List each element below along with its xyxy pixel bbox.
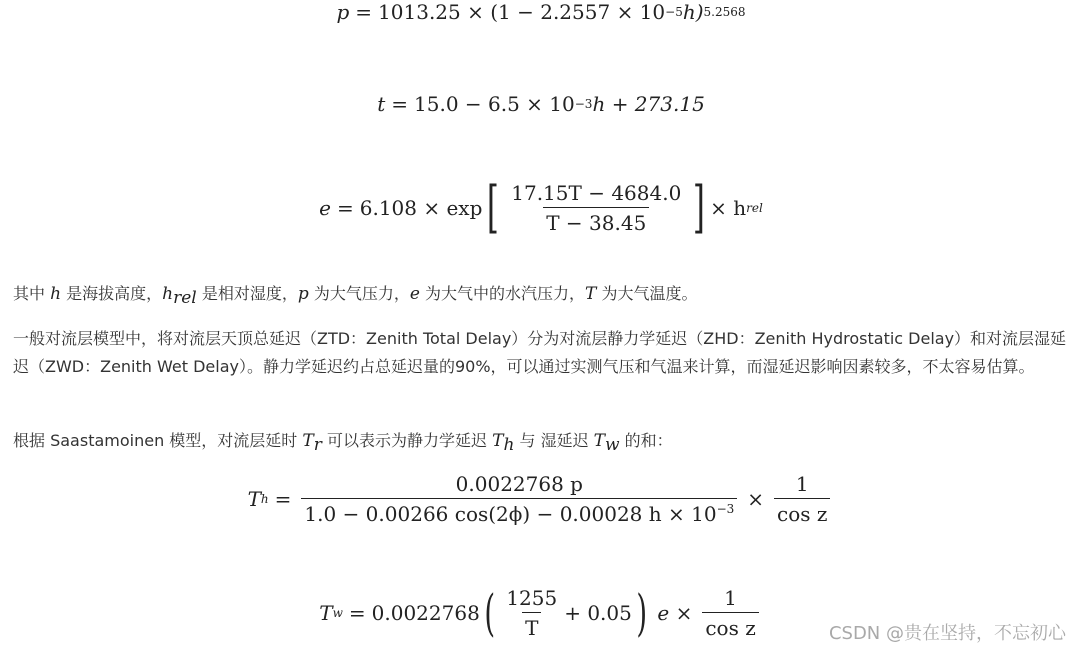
hydrostatic-delay-equation: T h = $\frac{0.0022768 p}{1.0 - 0.00266 \cos(2\phi) - 0.00028 h \times 10^{-3}}$ × $\frac{1}{\text{cos z}}$ xyxy=(0,472,1082,526)
eq-subscript: rel xyxy=(746,201,763,215)
eq-term: h + 273.15 xyxy=(592,92,705,116)
eq-exponent: −3 xyxy=(716,502,735,516)
ztd-paragraph: 一般对流层模型中，将对流层天顶总延迟（ZTD：Zenith Total Delay）分为对流层静力学延迟（ZHD：Zenith Hydrostatic Delay）和对流层湿延迟（ZWD：Zenith Wet Delay）。静力学延迟约占总延迟量的90%，可以通过实测气压和气温来计算，而湿延迟影响因素较多，不太容易估算。 xyxy=(13,329,1067,376)
text: 为大气温度。 xyxy=(601,284,698,303)
eq-var: t xyxy=(377,92,386,116)
definition-paragraph xyxy=(13,280,1071,308)
pressure-equation: p = 1013.25 × (1 − 2.2557 × 10 −5 h) 5.2568 xyxy=(336,0,746,24)
eq-var: e xyxy=(319,196,331,220)
eq-var: T xyxy=(247,487,261,511)
inline-math-sub: r xyxy=(313,435,322,455)
eq-numerator: 1255 xyxy=(506,586,558,610)
eq-subscript: w xyxy=(332,606,343,620)
eq-subscript: h xyxy=(260,492,269,506)
eq-var: p xyxy=(336,0,350,24)
text: 根据 Saastamoinen 模型，对流层延时 xyxy=(13,431,298,450)
eq-numerator: 1 xyxy=(724,586,737,610)
inline-math: p xyxy=(297,284,309,304)
temperature-equation: t = 15.0 − 6.5 × 10 −3 h + 273.15 xyxy=(377,92,705,116)
eq-fraction xyxy=(702,586,758,640)
eq-term: 6.108 × exp xyxy=(359,196,483,220)
eq-operator: × xyxy=(747,487,765,511)
inline-math: e xyxy=(409,284,420,304)
eq-term: × h xyxy=(710,196,747,220)
eq-term: 0.0022768 xyxy=(371,601,480,625)
eq-fraction xyxy=(301,472,737,526)
vapor-pressure-equation: e = 6.108 × exp [ $\frac{17.15T - 4684.0}{T - 38.45}$ ] × h rel xyxy=(319,175,763,240)
eq-denominator xyxy=(301,498,737,526)
eq-numerator: 0.0022768 p xyxy=(455,472,583,496)
eq-term: e × xyxy=(657,601,693,625)
eq-denominator: T xyxy=(522,612,541,640)
eq-term: 1013.25 × (1 − 2.2557 × 10 xyxy=(378,0,666,24)
inline-math: T xyxy=(302,431,314,451)
eq-denominator: cos z xyxy=(702,612,758,640)
eq-numerator: 17.15T − 4684.0 xyxy=(511,181,682,205)
eq-denominator: cos z xyxy=(774,498,830,526)
inline-math: T xyxy=(492,431,504,451)
inline-math: h xyxy=(162,284,174,304)
text: 是海拔高度， xyxy=(66,284,163,303)
inline-math: T xyxy=(585,284,597,304)
wet-delay-equation: T w = 0.0022768 ( $\frac{1255}{T}$ + 0.05 ) e × $\frac{1}{\text{cos z}}$ xyxy=(0,586,1082,640)
eq-term: + 0.05 xyxy=(564,601,632,625)
eq-term: 15.0 − 6.5 × 10 xyxy=(414,92,575,116)
saastamoinen-paragraph xyxy=(13,427,1071,455)
inline-math-sub: w xyxy=(605,435,620,455)
text: 是相对湿度， xyxy=(201,284,298,303)
eq-denominator: T − 38.45 xyxy=(543,207,649,235)
eq-var: T xyxy=(319,601,333,625)
eq-numerator: 1 xyxy=(795,472,809,496)
inline-math-sub: h xyxy=(503,435,515,455)
text: 可以表示为静力学延迟 xyxy=(326,431,487,450)
inline-math: T xyxy=(593,431,606,451)
eq-fraction xyxy=(508,181,684,235)
text: 与 湿延迟 xyxy=(519,431,589,450)
text: 的和： xyxy=(624,431,673,450)
eq-term: 1.0 − 0.00266 cos(2ϕ) − 0.00028 h × 10 xyxy=(304,502,717,526)
inline-math: h xyxy=(50,284,62,304)
text: 其中 xyxy=(13,284,46,303)
eq-fraction xyxy=(774,472,830,526)
eq-fraction xyxy=(503,586,560,640)
csdn-watermark: CSDN @贵在坚持，不忘初心 xyxy=(828,623,1066,644)
eq-term: h) xyxy=(682,0,704,24)
text: 为大气中的水汽压力， xyxy=(425,284,586,303)
text: 为大气压力， xyxy=(313,284,410,303)
inline-math-sub: rel xyxy=(173,288,197,308)
